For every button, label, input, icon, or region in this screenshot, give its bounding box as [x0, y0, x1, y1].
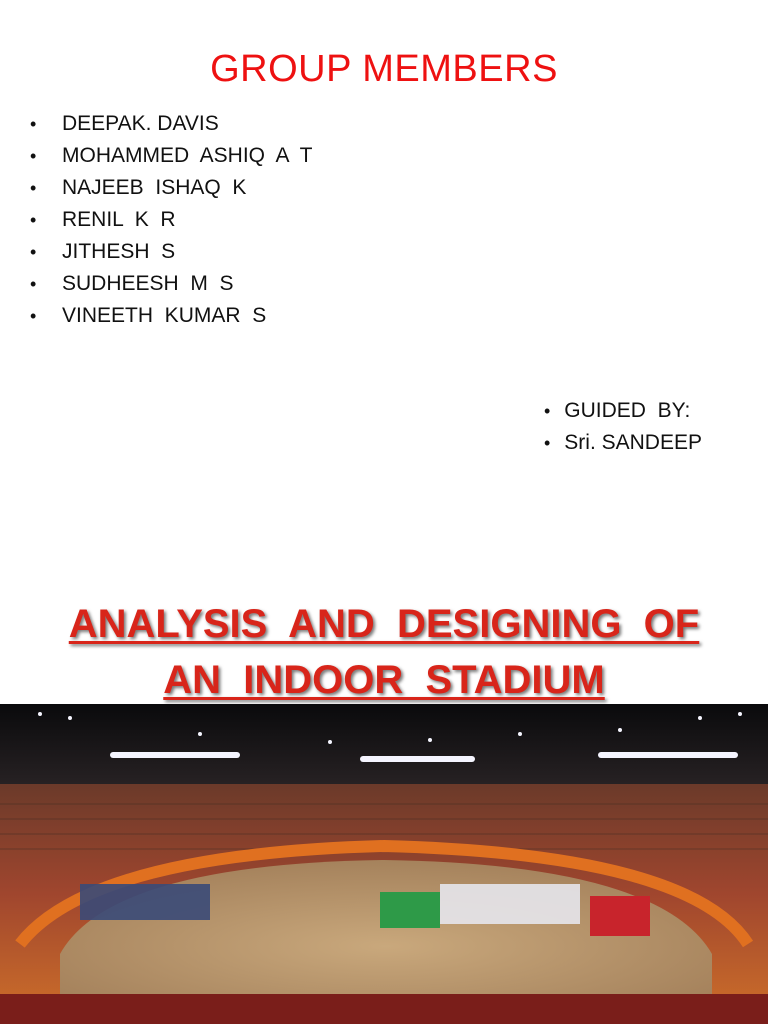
member-item: [30, 140, 313, 172]
page-title: GROUP MEMBERS: [210, 48, 558, 90]
stadium-photo: [0, 704, 768, 1024]
member-name: SUDHEESH M S: [62, 272, 234, 295]
guide-item: [522, 395, 702, 427]
bullet: •: [30, 306, 37, 326]
project-title-line2: AN INDOOR STADIUM: [163, 658, 605, 702]
member-name: NAJEEB ISHAQ K: [62, 176, 247, 199]
member-item: [30, 268, 313, 300]
member-item: [30, 108, 313, 140]
bullet: •: [30, 210, 37, 230]
member-item: [30, 172, 313, 204]
member-name: DEEPAK. DAVIS: [62, 112, 219, 135]
guide-label: GUIDED BY:: [564, 399, 691, 422]
guide-name: Sri. SANDEEP: [564, 431, 702, 454]
bullet: •: [30, 274, 37, 294]
members-list: [30, 108, 313, 332]
guide-list: [522, 395, 702, 459]
member-name: JITHESH S: [62, 240, 176, 263]
bullet: •: [30, 242, 37, 262]
bullet: •: [30, 178, 37, 198]
bullet: •: [30, 114, 37, 134]
guide-item: [522, 427, 702, 459]
member-item: [30, 236, 313, 268]
red-stage: [590, 896, 650, 936]
bullet: •: [30, 146, 37, 166]
green-mat: [380, 892, 440, 928]
bullet: •: [543, 401, 551, 421]
project-title: [0, 596, 768, 708]
member-item: [30, 204, 313, 236]
member-name: MOHAMMED ASHIQ A T: [62, 144, 313, 167]
project-title-line1: ANALYSIS AND DESIGNING OF: [68, 602, 700, 646]
member-item: [30, 300, 313, 332]
roof: [0, 704, 768, 794]
bullet: •: [543, 433, 551, 453]
member-name: RENIL K R: [62, 208, 176, 231]
member-name: VINEETH KUMAR S: [62, 304, 267, 327]
front-seats: [0, 994, 768, 1024]
